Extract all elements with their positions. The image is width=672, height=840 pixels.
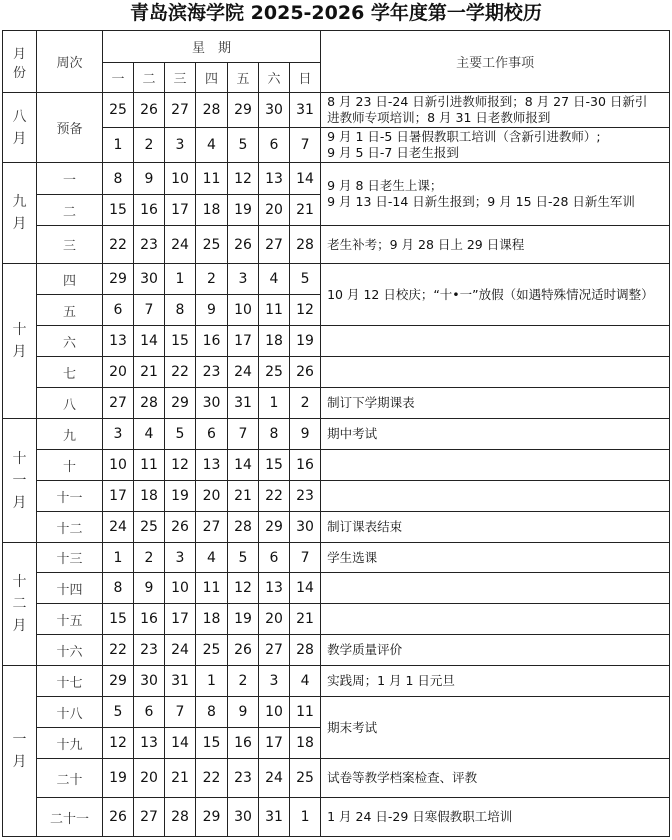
day-cell-wed: 12 bbox=[165, 450, 196, 481]
week-number: 十四 bbox=[37, 573, 103, 604]
day-cell-fri: 26 bbox=[228, 635, 259, 666]
day-cell-sun: 2 bbox=[290, 388, 321, 419]
week-row bbox=[3, 697, 670, 728]
day-cell-mon: 5 bbox=[103, 697, 134, 728]
day-cell-thu: 22 bbox=[196, 759, 228, 798]
day-cell-wed: 3 bbox=[165, 543, 196, 573]
header-weekday-group: 星 期 bbox=[103, 31, 321, 63]
month-label: 一 月 bbox=[3, 666, 37, 837]
day-cell-thu: 4 bbox=[196, 543, 228, 573]
week-row bbox=[3, 635, 670, 666]
day-cell-thu: 18 bbox=[196, 195, 228, 226]
day-cell-tue: 30 bbox=[134, 264, 165, 295]
header-weekday-mon: 一 bbox=[103, 63, 134, 93]
work-item-note: 试卷等教学档案检查、评教 bbox=[321, 759, 670, 798]
week-number: 二十一 bbox=[37, 798, 103, 837]
day-cell-sat: 8 bbox=[259, 419, 290, 450]
week-number: 五 bbox=[37, 295, 103, 326]
week-number: 十五 bbox=[37, 604, 103, 635]
week-number: 四 bbox=[37, 264, 103, 295]
work-item-note bbox=[321, 604, 670, 635]
header-month: 月 份 bbox=[3, 31, 37, 93]
day-cell-sun: 25 bbox=[290, 759, 321, 798]
day-cell-sat: 20 bbox=[259, 195, 290, 226]
week-row bbox=[3, 128, 670, 163]
school-calendar-table bbox=[2, 30, 670, 837]
day-cell-fri: 19 bbox=[228, 195, 259, 226]
day-cell-tue: 18 bbox=[134, 481, 165, 512]
day-cell-mon: 29 bbox=[103, 666, 134, 697]
header-weekday-tue: 二 bbox=[134, 63, 165, 93]
day-cell-fri: 10 bbox=[228, 295, 259, 326]
day-cell-fri: 29 bbox=[228, 93, 259, 128]
day-cell-tue: 4 bbox=[134, 419, 165, 450]
work-item-note: 9 月 8 日老生上课； 9 月 13 日-14 日新生报到；9 月 15 日-28 日新生军训 bbox=[321, 163, 670, 226]
day-cell-sat: 6 bbox=[259, 128, 290, 163]
day-cell-wed: 21 bbox=[165, 759, 196, 798]
day-cell-wed: 7 bbox=[165, 697, 196, 728]
day-cell-sun: 5 bbox=[290, 264, 321, 295]
day-cell-sun: 23 bbox=[290, 481, 321, 512]
day-cell-sat: 27 bbox=[259, 635, 290, 666]
day-cell-mon: 27 bbox=[103, 388, 134, 419]
day-cell-mon: 12 bbox=[103, 728, 134, 759]
day-cell-fri: 30 bbox=[228, 798, 259, 837]
week-row bbox=[3, 163, 670, 195]
day-cell-sat: 30 bbox=[259, 93, 290, 128]
day-cell-fri: 16 bbox=[228, 728, 259, 759]
day-cell-wed: 24 bbox=[165, 226, 196, 264]
day-cell-mon: 15 bbox=[103, 195, 134, 226]
day-cell-sat: 17 bbox=[259, 728, 290, 759]
day-cell-sat: 24 bbox=[259, 759, 290, 798]
day-cell-sat: 18 bbox=[259, 326, 290, 357]
day-cell-thu: 20 bbox=[196, 481, 228, 512]
day-cell-sun: 9 bbox=[290, 419, 321, 450]
day-cell-sat: 29 bbox=[259, 512, 290, 543]
week-number: 二十 bbox=[37, 759, 103, 798]
day-cell-wed: 17 bbox=[165, 195, 196, 226]
day-cell-sun: 30 bbox=[290, 512, 321, 543]
day-cell-sun: 7 bbox=[290, 543, 321, 573]
day-cell-tue: 9 bbox=[134, 163, 165, 195]
month-label: 十 二 月 bbox=[3, 543, 37, 666]
day-cell-tue: 2 bbox=[134, 543, 165, 573]
day-cell-sat: 11 bbox=[259, 295, 290, 326]
day-cell-thu: 13 bbox=[196, 450, 228, 481]
day-cell-mon: 13 bbox=[103, 326, 134, 357]
day-cell-thu: 6 bbox=[196, 419, 228, 450]
work-item-note: 老生补考；9 月 28 日上 29 日课程 bbox=[321, 226, 670, 264]
week-row bbox=[3, 357, 670, 388]
day-cell-tue: 6 bbox=[134, 697, 165, 728]
day-cell-sun: 21 bbox=[290, 604, 321, 635]
day-cell-mon: 29 bbox=[103, 264, 134, 295]
day-cell-wed: 31 bbox=[165, 666, 196, 697]
day-cell-wed: 17 bbox=[165, 604, 196, 635]
week-number: 预备 bbox=[37, 93, 103, 163]
day-cell-sat: 4 bbox=[259, 264, 290, 295]
header-week: 周次 bbox=[37, 31, 103, 93]
header-weekday-fri: 五 bbox=[228, 63, 259, 93]
day-cell-wed: 15 bbox=[165, 326, 196, 357]
header-weekday-sat: 六 bbox=[259, 63, 290, 93]
day-cell-wed: 26 bbox=[165, 512, 196, 543]
day-cell-sun: 16 bbox=[290, 450, 321, 481]
day-cell-sun: 1 bbox=[290, 798, 321, 837]
week-row bbox=[3, 573, 670, 604]
week-number: 十二 bbox=[37, 512, 103, 543]
day-cell-sun: 31 bbox=[290, 93, 321, 128]
day-cell-mon: 8 bbox=[103, 163, 134, 195]
week-number: 九 bbox=[37, 419, 103, 450]
day-cell-mon: 10 bbox=[103, 450, 134, 481]
header-notes: 主要工作事项 bbox=[321, 31, 670, 93]
day-cell-thu: 4 bbox=[196, 128, 228, 163]
day-cell-wed: 10 bbox=[165, 573, 196, 604]
work-item-note bbox=[321, 450, 670, 481]
day-cell-fri: 9 bbox=[228, 697, 259, 728]
day-cell-sat: 27 bbox=[259, 226, 290, 264]
day-cell-thu: 27 bbox=[196, 512, 228, 543]
day-cell-fri: 17 bbox=[228, 326, 259, 357]
day-cell-sat: 6 bbox=[259, 543, 290, 573]
day-cell-fri: 3 bbox=[228, 264, 259, 295]
day-cell-mon: 25 bbox=[103, 93, 134, 128]
work-item-note: 10 月 12 日校庆；“十•一”放假（如遇特殊情况适时调整） bbox=[321, 264, 670, 326]
day-cell-fri: 31 bbox=[228, 388, 259, 419]
day-cell-sun: 12 bbox=[290, 295, 321, 326]
week-row bbox=[3, 481, 670, 512]
day-cell-wed: 14 bbox=[165, 728, 196, 759]
week-row bbox=[3, 543, 670, 573]
day-cell-sun: 28 bbox=[290, 226, 321, 264]
work-item-note bbox=[321, 357, 670, 388]
day-cell-sun: 26 bbox=[290, 357, 321, 388]
week-row bbox=[3, 264, 670, 295]
week-number: 十七 bbox=[37, 666, 103, 697]
work-item-note: 实践周；1 月 1 日元旦 bbox=[321, 666, 670, 697]
day-cell-wed: 19 bbox=[165, 481, 196, 512]
day-cell-sun: 19 bbox=[290, 326, 321, 357]
day-cell-fri: 5 bbox=[228, 543, 259, 573]
day-cell-tue: 27 bbox=[134, 798, 165, 837]
day-cell-tue: 28 bbox=[134, 388, 165, 419]
day-cell-thu: 1 bbox=[196, 666, 228, 697]
day-cell-thu: 11 bbox=[196, 163, 228, 195]
day-cell-wed: 27 bbox=[165, 93, 196, 128]
day-cell-sat: 25 bbox=[259, 357, 290, 388]
day-cell-mon: 22 bbox=[103, 226, 134, 264]
day-cell-tue: 21 bbox=[134, 357, 165, 388]
day-cell-sun: 14 bbox=[290, 163, 321, 195]
day-cell-sat: 13 bbox=[259, 573, 290, 604]
day-cell-wed: 29 bbox=[165, 388, 196, 419]
day-cell-mon: 19 bbox=[103, 759, 134, 798]
month-label: 八 月 bbox=[3, 93, 37, 163]
week-number: 八 bbox=[37, 388, 103, 419]
day-cell-tue: 13 bbox=[134, 728, 165, 759]
day-cell-wed: 8 bbox=[165, 295, 196, 326]
day-cell-fri: 19 bbox=[228, 604, 259, 635]
week-number: 十六 bbox=[37, 635, 103, 666]
day-cell-fri: 12 bbox=[228, 573, 259, 604]
day-cell-tue: 23 bbox=[134, 635, 165, 666]
work-item-note bbox=[321, 326, 670, 357]
day-cell-mon: 17 bbox=[103, 481, 134, 512]
day-cell-thu: 2 bbox=[196, 264, 228, 295]
month-label: 十 一 月 bbox=[3, 419, 37, 543]
day-cell-thu: 16 bbox=[196, 326, 228, 357]
day-cell-fri: 24 bbox=[228, 357, 259, 388]
day-cell-tue: 20 bbox=[134, 759, 165, 798]
day-cell-tue: 30 bbox=[134, 666, 165, 697]
day-cell-wed: 28 bbox=[165, 798, 196, 837]
week-number: 二 bbox=[37, 195, 103, 226]
work-item-note: 制订课表结束 bbox=[321, 512, 670, 543]
day-cell-wed: 10 bbox=[165, 163, 196, 195]
week-row bbox=[3, 666, 670, 697]
day-cell-thu: 23 bbox=[196, 357, 228, 388]
day-cell-mon: 22 bbox=[103, 635, 134, 666]
day-cell-fri: 21 bbox=[228, 481, 259, 512]
day-cell-wed: 24 bbox=[165, 635, 196, 666]
day-cell-sun: 14 bbox=[290, 573, 321, 604]
day-cell-sun: 18 bbox=[290, 728, 321, 759]
day-cell-tue: 9 bbox=[134, 573, 165, 604]
day-cell-sat: 22 bbox=[259, 481, 290, 512]
day-cell-mon: 1 bbox=[103, 128, 134, 163]
day-cell-thu: 18 bbox=[196, 604, 228, 635]
work-item-note bbox=[321, 573, 670, 604]
day-cell-thu: 28 bbox=[196, 93, 228, 128]
week-number: 三 bbox=[37, 226, 103, 264]
day-cell-sat: 20 bbox=[259, 604, 290, 635]
work-item-note: 1 月 24 日-29 日寒假教职工培训 bbox=[321, 798, 670, 837]
week-number: 六 bbox=[37, 326, 103, 357]
week-number: 十九 bbox=[37, 728, 103, 759]
day-cell-mon: 6 bbox=[103, 295, 134, 326]
week-row bbox=[3, 798, 670, 837]
week-row bbox=[3, 419, 670, 450]
day-cell-thu: 8 bbox=[196, 697, 228, 728]
week-number: 十一 bbox=[37, 481, 103, 512]
day-cell-fri: 2 bbox=[228, 666, 259, 697]
day-cell-wed: 22 bbox=[165, 357, 196, 388]
day-cell-thu: 25 bbox=[196, 635, 228, 666]
week-row bbox=[3, 450, 670, 481]
day-cell-wed: 1 bbox=[165, 264, 196, 295]
day-cell-wed: 5 bbox=[165, 419, 196, 450]
day-cell-fri: 23 bbox=[228, 759, 259, 798]
day-cell-sat: 10 bbox=[259, 697, 290, 728]
week-number: 十八 bbox=[37, 697, 103, 728]
day-cell-sat: 15 bbox=[259, 450, 290, 481]
header-weekday-wed: 三 bbox=[165, 63, 196, 93]
day-cell-thu: 30 bbox=[196, 388, 228, 419]
day-cell-mon: 15 bbox=[103, 604, 134, 635]
work-item-note: 学生选课 bbox=[321, 543, 670, 573]
day-cell-sat: 3 bbox=[259, 666, 290, 697]
day-cell-fri: 26 bbox=[228, 226, 259, 264]
day-cell-sun: 7 bbox=[290, 128, 321, 163]
day-cell-mon: 8 bbox=[103, 573, 134, 604]
work-item-note: 制订下学期课表 bbox=[321, 388, 670, 419]
week-row bbox=[3, 226, 670, 264]
day-cell-tue: 26 bbox=[134, 93, 165, 128]
day-cell-thu: 11 bbox=[196, 573, 228, 604]
day-cell-sat: 13 bbox=[259, 163, 290, 195]
day-cell-sat: 1 bbox=[259, 388, 290, 419]
day-cell-fri: 12 bbox=[228, 163, 259, 195]
header-weekday-sun: 日 bbox=[290, 63, 321, 93]
day-cell-fri: 5 bbox=[228, 128, 259, 163]
day-cell-fri: 14 bbox=[228, 450, 259, 481]
day-cell-tue: 16 bbox=[134, 195, 165, 226]
work-item-note: 8 月 23 日-24 日新引进教师报到；8 月 27 日-30 日新引 进教师专项培训；8 月 31 日老教师报到 bbox=[321, 93, 670, 128]
day-cell-fri: 7 bbox=[228, 419, 259, 450]
week-number: 十三 bbox=[37, 543, 103, 573]
day-cell-thu: 29 bbox=[196, 798, 228, 837]
week-row bbox=[3, 93, 670, 128]
week-row bbox=[3, 512, 670, 543]
day-cell-mon: 24 bbox=[103, 512, 134, 543]
day-cell-fri: 28 bbox=[228, 512, 259, 543]
week-number: 七 bbox=[37, 357, 103, 388]
day-cell-thu: 9 bbox=[196, 295, 228, 326]
work-item-note: 期末考试 bbox=[321, 697, 670, 759]
week-number: 十 bbox=[37, 450, 103, 481]
week-row bbox=[3, 388, 670, 419]
day-cell-sun: 11 bbox=[290, 697, 321, 728]
day-cell-thu: 15 bbox=[196, 728, 228, 759]
day-cell-sun: 28 bbox=[290, 635, 321, 666]
day-cell-wed: 3 bbox=[165, 128, 196, 163]
work-item-note: 期中考试 bbox=[321, 419, 670, 450]
week-row bbox=[3, 604, 670, 635]
work-item-note: 教学质量评价 bbox=[321, 635, 670, 666]
week-row bbox=[3, 326, 670, 357]
day-cell-mon: 1 bbox=[103, 543, 134, 573]
day-cell-thu: 25 bbox=[196, 226, 228, 264]
day-cell-sun: 4 bbox=[290, 666, 321, 697]
day-cell-mon: 3 bbox=[103, 419, 134, 450]
day-cell-tue: 2 bbox=[134, 128, 165, 163]
day-cell-tue: 14 bbox=[134, 326, 165, 357]
day-cell-tue: 16 bbox=[134, 604, 165, 635]
page-title: 青岛滨海学院 2025-2026 学年度第一学期校历 bbox=[130, 2, 542, 24]
header-weekday-thu: 四 bbox=[196, 63, 228, 93]
week-row bbox=[3, 759, 670, 798]
day-cell-sun: 21 bbox=[290, 195, 321, 226]
month-label: 十 月 bbox=[3, 264, 37, 419]
day-cell-mon: 20 bbox=[103, 357, 134, 388]
day-cell-mon: 26 bbox=[103, 798, 134, 837]
month-label: 九 月 bbox=[3, 163, 37, 264]
work-item-note: 9 月 1 日-5 日暑假教职工培训（含新引进教师）; 9 月 5 日-7 日老生报到 bbox=[321, 128, 670, 163]
week-number: 一 bbox=[37, 163, 103, 195]
work-item-note bbox=[321, 481, 670, 512]
day-cell-tue: 25 bbox=[134, 512, 165, 543]
day-cell-tue: 7 bbox=[134, 295, 165, 326]
day-cell-tue: 11 bbox=[134, 450, 165, 481]
day-cell-sat: 31 bbox=[259, 798, 290, 837]
day-cell-tue: 23 bbox=[134, 226, 165, 264]
